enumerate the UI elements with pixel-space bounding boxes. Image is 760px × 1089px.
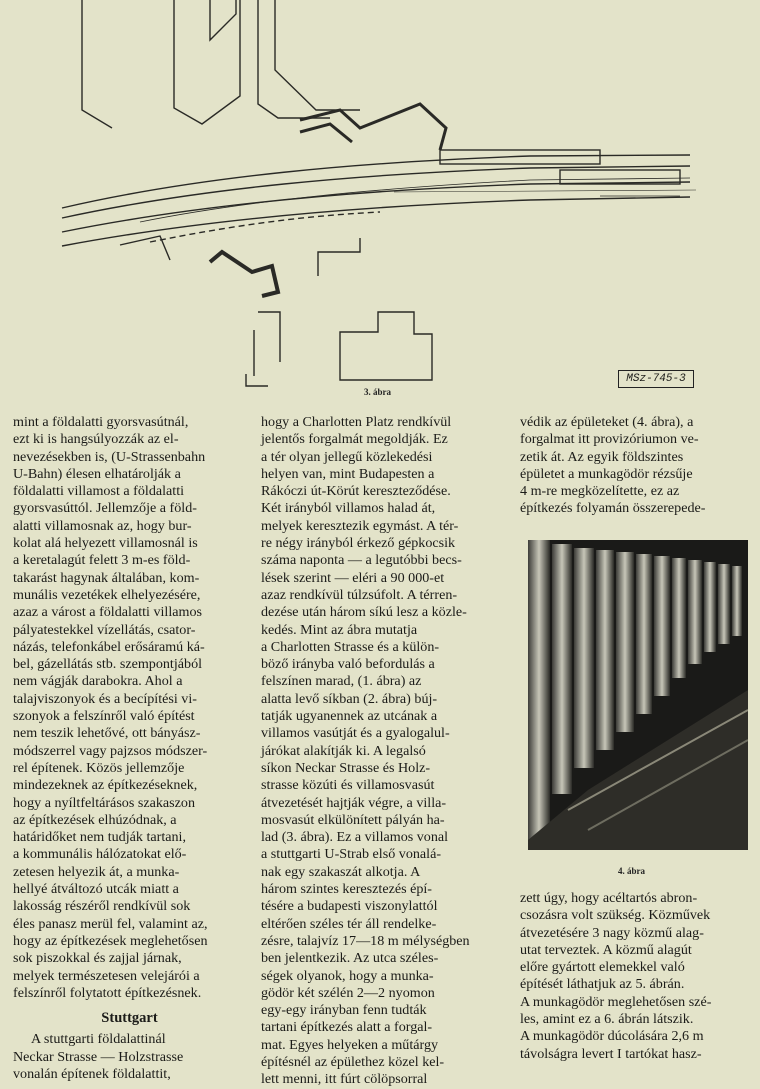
text-line: mosvasút elkülönített pályán ha- [261, 811, 445, 828]
text-line: gyorsvasúttól. Jellemzője a föld- [13, 500, 197, 517]
text-line: tatják ugyanennek az utcának a [261, 708, 438, 725]
text-line: rel építenek. Közös jellemzője [13, 759, 185, 776]
text-line: távolságra levert I tartókat hasz- [520, 1045, 702, 1062]
text-line: felszínről folytatott építkezésnek. [13, 984, 202, 1001]
text-line: eltérően széles tér áll rendelke- [261, 915, 437, 932]
figure-3-caption: 3. ábra [364, 387, 391, 397]
text-line: éles panasz merül fel, valamint az, [13, 915, 208, 932]
text-line: ezt ki is hangsúlyozzák az el- [13, 431, 179, 448]
text-line: hogy a nyíltfeltárásos szakaszon [13, 794, 195, 811]
text-line: gödör két szélén 2—2 nyomon [261, 984, 435, 1001]
text-line: takarást hagynak általában, kom- [13, 569, 200, 586]
column-3-paragraph-top [520, 414, 755, 518]
block-upper-left [174, 0, 240, 124]
text-line: dezése után három síkú lesz a közle- [261, 604, 467, 621]
text-line: strasse közúti és villamosvasút [261, 777, 435, 794]
text-line: Két irányból villamos halad át, [261, 500, 436, 517]
text-line: zetesen helyezik át, a munka- [13, 863, 180, 880]
text-line: járókat alakítják ki. A legalsó [261, 742, 426, 759]
text-column-3 [520, 414, 755, 518]
text-line: lett menni, itt fúrt cölöpsorral [261, 1071, 428, 1088]
text-line: zetik át. Az egyik földszintes [520, 448, 684, 465]
text-line: re négy irányból érkező gépkocsik [261, 535, 456, 552]
text-line: jelentős forgalmát megoldják. Ez [261, 431, 448, 448]
text-line: védik az épületeket (4. ábra), a [520, 414, 694, 430]
text-line: három szintes keresztezés épí- [261, 881, 433, 898]
text-line: tartani építkezés alatt a forgal- [261, 1019, 433, 1036]
figure-3-stamp: MSz-745-3 [618, 370, 694, 388]
text-line: építésnél az épülethez közel kel- [261, 1053, 445, 1070]
text-line: síkon Neckar Strasse és Holz- [261, 759, 431, 776]
text-line: ségek olyanok, hogy a munka- [261, 967, 434, 984]
text-line: földalatti villamost a földalatti [13, 483, 185, 500]
text-line: kedés. Mint az ábra mutatja [261, 621, 418, 638]
text-line: melyek keresztezik egymást. A tér- [261, 517, 459, 534]
text-line: száma naponta — a legutóbbi becs- [261, 552, 462, 569]
text-line: a tér olyan jellegű közlekedési [261, 448, 433, 465]
text-line: lések szerint — eléri a 90 000-et [261, 569, 445, 586]
text-line: alatti villamosnak az, hogy bur- [13, 517, 192, 534]
text-line: lakosság részéről rendkívül sok [13, 898, 191, 915]
text-line: előre gyártott elemekkel való [520, 959, 685, 976]
text-line: azaz a várost a földalatti villamos [13, 604, 203, 621]
text-line: alatta levő síkban (2. ábra) búj- [261, 690, 438, 707]
text-line: egy-egy irányban fenn tudták [261, 1002, 427, 1019]
text-line: A munkagödör dúcolására 2,6 m [520, 1028, 704, 1045]
text-line: utat terveztek. A közmű alagút [520, 941, 692, 958]
text-column-1 [13, 414, 246, 1083]
text-column-3-bottom [520, 890, 755, 1063]
text-line: kolat alá helyezett villamosnál is [13, 535, 198, 552]
text-line: felszínen marad, (1. ábra) az [261, 673, 422, 690]
text-line: helyen van, mint Budapesten a [261, 465, 435, 482]
text-line: azaz rendkívül túlzsúfolt. A térren- [261, 586, 458, 603]
text-line: mint a földalatti gyorsvasútnál, [13, 414, 189, 430]
text-line: mat. Egyes helyeken a műtárgy [261, 1036, 439, 1053]
section-heading-stuttgart: Stuttgart [101, 1010, 158, 1027]
text-line: ben jelentkezik. Az utca széles- [261, 950, 439, 967]
text-line: zésre, talajvíz 17—18 m mélységben [261, 932, 470, 949]
street-edge-upper-left [82, 0, 112, 128]
text-line: názás, telefonkábel erősáramú ká- [13, 638, 205, 655]
text-line: munális vezetékek elhelyezésére, [13, 586, 201, 603]
column-2-paragraph [261, 414, 501, 1089]
piles-photo-svg [528, 540, 748, 850]
stuttgart-paragraph [13, 1031, 246, 1083]
text-line: nevezésekben is, (U-Strassenbahn [13, 448, 206, 465]
text-line: nem teszik lehetővé, ott bányász- [13, 725, 201, 742]
text-line: nem vágják darabokra. Ahol a [13, 673, 183, 690]
plan-drawing-svg [0, 0, 760, 405]
text-line: pályatestekkel vízellátás, csator- [13, 621, 196, 638]
text-line: a stuttgarti U-Strab első vonalá- [261, 846, 442, 863]
figure-4-photo [528, 540, 748, 850]
text-column-2 [261, 414, 501, 1089]
text-line: böző irányba való befordulás a [261, 656, 435, 673]
text-line: hellyé átváltozó utcák miatt a [13, 881, 179, 898]
text-line: zett úgy, hogy acéltartós abron- [520, 890, 698, 906]
text-line: melyek természetesen velejárói a [13, 967, 200, 984]
text-line: az építkezések elhúzódnak, a [13, 811, 177, 828]
text-line: nak egy szakaszát alkotja. A [261, 863, 421, 880]
text-line: építését láthatjuk az 5. ábrán. [520, 976, 685, 993]
figure-3-plan-drawing [0, 0, 760, 405]
text-line: a Charlotten Strasse és a külön- [261, 638, 440, 655]
text-line: a keretalagút felett 3 m-es föld- [13, 552, 191, 569]
column-1-paragraph [13, 414, 246, 1002]
text-line: tésére a budapesti viszonylattól [261, 898, 438, 915]
figure-4-caption: 4. ábra [618, 866, 645, 876]
text-line: vonalán építenek földalattit, [13, 1065, 171, 1082]
text-line: 4 m-re megközelítette, ez az [520, 483, 680, 500]
text-line: hogy a Charlotten Platz rendkívül [261, 414, 452, 430]
text-line: hogy az építkezések meglehetősen [13, 932, 208, 949]
text-line: bel, gázellátás stb. szempontjából [13, 656, 203, 673]
text-line: lad (3. ábra). Ez a villamos vonal [261, 829, 449, 846]
text-line: építkezés folyamán összerepede- [520, 500, 706, 517]
text-line: határidőket nem tudják tartani, [13, 829, 186, 846]
text-line: szonyok a felszínről való építést [13, 708, 195, 725]
text-line: átvezetését hajtják végre, a villa- [261, 794, 447, 811]
text-line: Rákóczi út-Körút kereszteződése. [261, 483, 451, 500]
text-line: mindezeknek az építkezéseknek, [13, 777, 198, 794]
text-line: U-Bahn) élesen elhatárolják a [13, 465, 181, 482]
text-line: sok piszokkal és zajjal járnak, [13, 950, 182, 967]
text-line: A munkagödör meglehetősen szé- [520, 993, 712, 1010]
text-line: Neckar Strasse — Holzstrasse [13, 1048, 184, 1065]
text-line: A stuttgarti földalattinál [31, 1031, 166, 1048]
column-3-paragraph-bottom [520, 890, 755, 1063]
text-line: épületet a munkagödör rézsűje [520, 465, 693, 482]
text-line: talajviszonyok és a becípítési vi- [13, 690, 197, 707]
text-line: villamos vasútját és a gyalogalul- [261, 725, 450, 742]
text-line: csozásra volt szükség. Közművek [520, 907, 711, 924]
text-line: a kommunális hálózatokat elő- [13, 846, 187, 863]
text-line: les, amint ez a 6. ábrán látszik. [520, 1011, 694, 1028]
text-line: forgalmat itt provizóriumon ve- [520, 431, 699, 448]
text-line: átvezetésére 3 nagy közmű alag- [520, 924, 704, 941]
text-line: módszerrel vagy pajzsos módszer- [13, 742, 208, 759]
